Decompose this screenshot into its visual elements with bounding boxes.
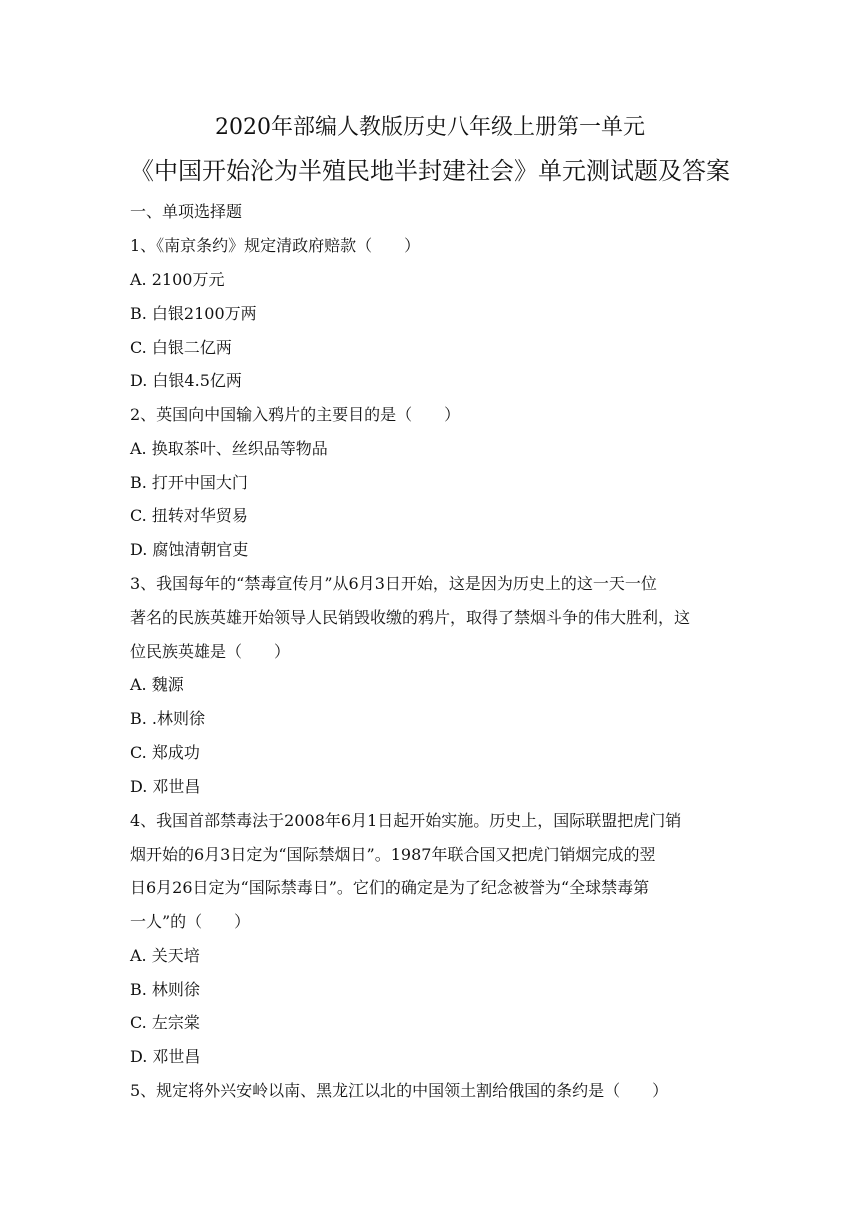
question-4-option-a: A. 关天培: [130, 946, 200, 965]
question-1-option-d: D. 白银4.5亿两: [130, 371, 242, 390]
question-1-option-c: C. 白银二亿两: [130, 338, 232, 357]
question-3-option-c: C. 郑成功: [130, 743, 200, 762]
question-5-stem: 5、规定将外兴安岭以南、黑龙江以北的中国领土割给俄国的条约是（ ）: [130, 1081, 669, 1100]
question-4-stem-line3: 日6月26日定为“国际禁毒日”。它们的确定是为了纪念被誉为“全球禁毒第: [130, 878, 650, 897]
question-4-stem-line1: 4、我国首部禁毒法于2008年6月1日起开始实施。历史上，国际联盟把虎门销: [130, 811, 682, 830]
question-1-stem: 1、《南京条约》规定清政府赔款（ ）: [130, 236, 421, 255]
document-title-line1: 2020年部编人教版历史八年级上册第一单元: [215, 115, 645, 140]
question-3-option-d: D. 邓世昌: [130, 777, 201, 796]
question-3-option-a: A. 魏源: [130, 675, 184, 694]
question-2-option-d: D. 腐蚀清朝官吏: [130, 540, 249, 559]
section-heading: 一、单项选择题: [130, 202, 243, 221]
question-2-stem: 2、英国向中国输入鸦片的主要目的是（ ）: [130, 405, 461, 424]
question-4-stem-line4: 一人”的（ ）: [130, 912, 251, 931]
question-1-option-b: B. 白银2100万两: [130, 304, 257, 323]
question-4-option-b: B. 林则徐: [130, 980, 200, 999]
question-3-option-b: B. .林则徐: [130, 709, 206, 728]
question-4-option-d: D. 邓世昌: [130, 1047, 201, 1066]
question-4-stem-line2: 烟开始的6月3日定为“国际禁烟日”。1987年联合国又把虎门销烟完成的翌: [130, 845, 656, 864]
question-3-stem-line1: 3、我国每年的“禁毒宣传月”从6月3日开始，这是因为历史上的这一天一位: [130, 574, 657, 593]
question-2-option-c: C. 扭转对华贸易: [130, 506, 248, 525]
question-2-option-b: B. 打开中国大门: [130, 473, 248, 492]
question-3-stem-line2: 著名的民族英雄开始领导人民销毁收缴的鸦片，取得了禁烟斗争的伟大胜利，这: [130, 608, 691, 627]
question-4-option-c: C. 左宗棠: [130, 1013, 200, 1032]
document-title-line2: 《中国开始沦为半殖民地半封建社会》单元测试题及答案: [130, 157, 730, 185]
question-1-option-a: A. 2100万元: [130, 270, 225, 289]
question-2-option-a: A. 换取茶叶、丝织品等物品: [130, 439, 328, 458]
question-3-stem-line3: 位民族英雄是（ ）: [130, 642, 291, 661]
